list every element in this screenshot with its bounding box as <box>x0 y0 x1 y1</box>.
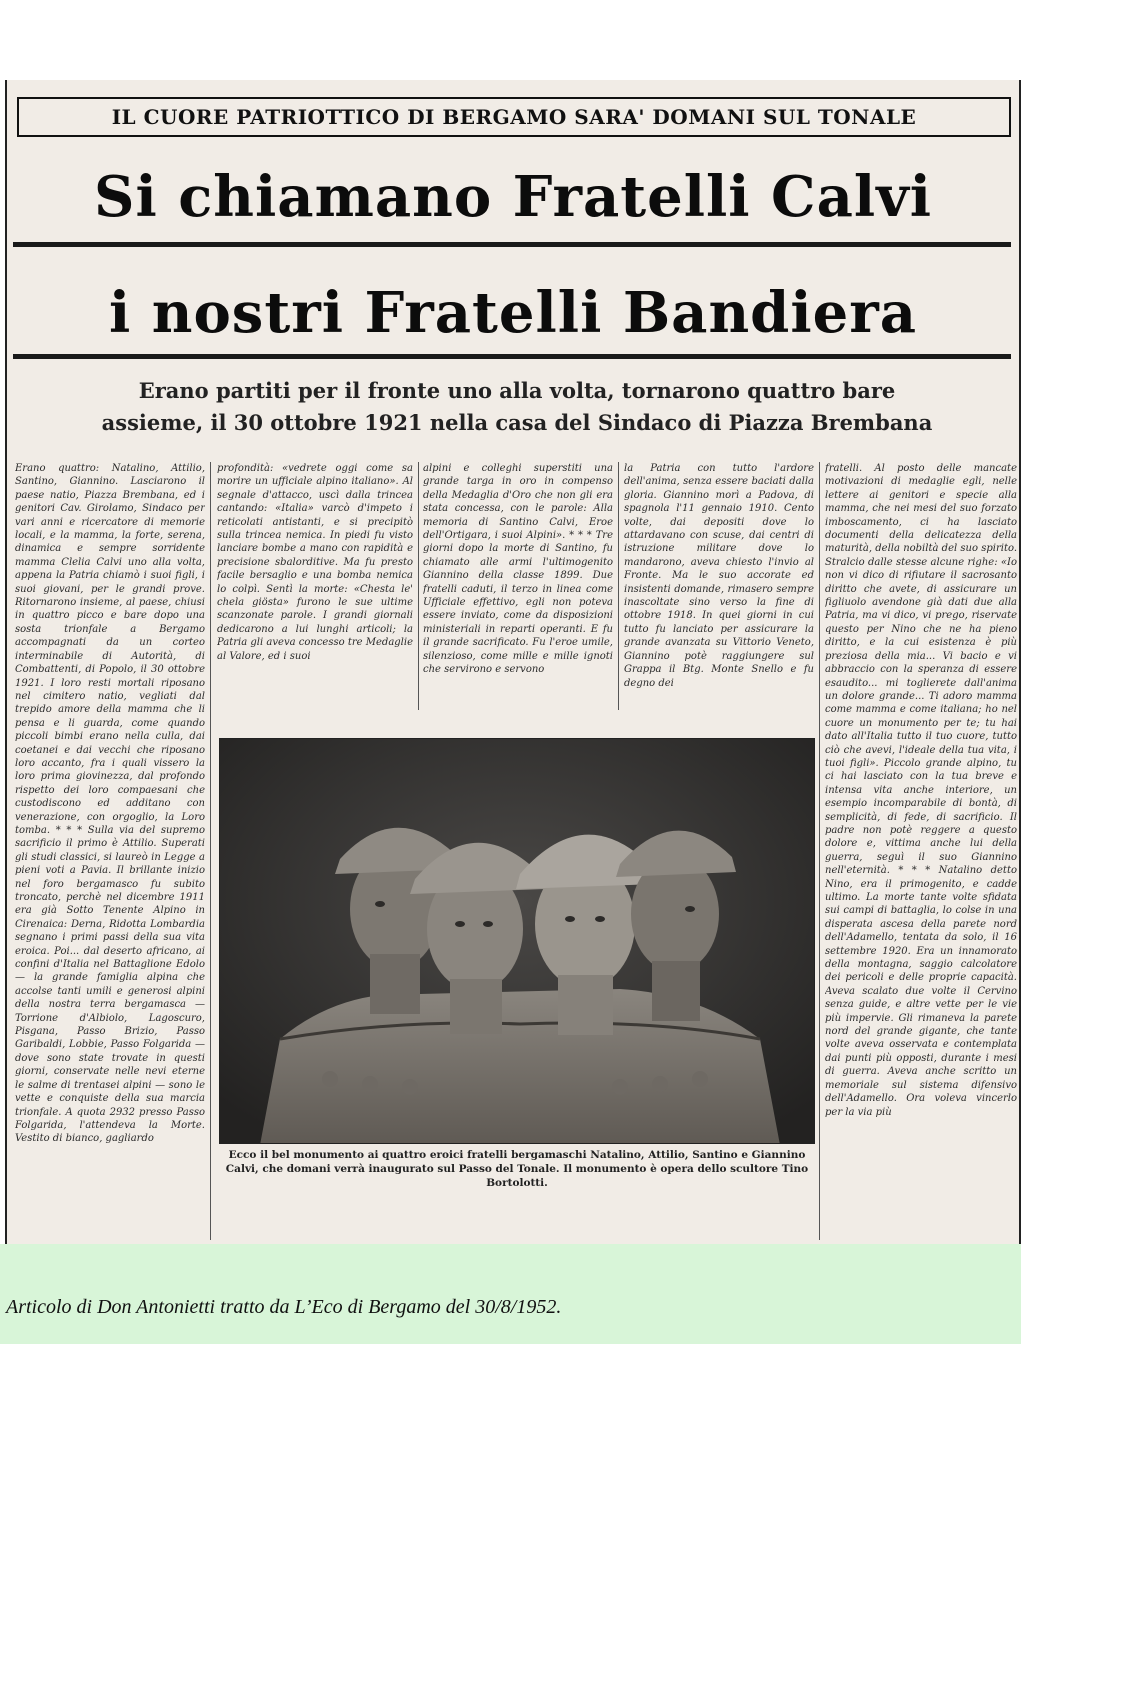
column-5-text: fratelli. Al posto delle mancate motivazioni di medaglie egli, nelle lettere ai genitori e specie alla mamma, che nei mesi del suo forzato imboscamento, ci ha lasciato documenti della delicatezza della maturità, della nobiltà del suo spirito. Stralcio dalle stesse alcune righe: «Io non vi dico di rifiutare il sacrosanto diritto che avete, di assicurare un figliuolo avendone già dati due alla Patria, ma vi dico, vi prego, riservate questo per Nino che ne ha pieno diritto, e la cui esistenza è più preziosa della mia... Vi bacio e vi abbraccio con la speranza di essere esaudito... mi toglierete dall'anima un dolore grande... Ti adoro mamma come mamma e come italiana; ho nel cuore un monumento per te; tu hai dato all'Italia tutto il tuo cuore, tutto ciò che avevi, l'ideale della tua vita, i tuoi figli». Piccolo grande alpino, tu ci hai lasciato con la tua breve e intensa vita anche interiore, un esempio incomparabile di bontà, di semplicità, di fede, di sacrificio. Il padre non potè reggere a questo dolore e, vittima anche lui della guerra, seguì il suo Giannino nell'eternità. * * * Natalino detto Nino, era il primogenito, e cadde ultimo. La morte tante volte sfidata sui campi di battaglia, lo colse in una disperata ascesa della parete nord dell'Adamello, tentata da solo, il 16 settembre 1920. Era un innamorato della montagna, saggio calcolatore dei pericoli e delle proprie capacità. Aveva scalato due volte il Cervino senza guide, e altre vette per le vie più impervie. Gli rimaneva la parete nord del grande gigante, che tante volte aveva osservata e contemplata dai punti più opposti, durante i mesi di guerra. Aveva anche scritto un memoriale sul sistema difensivo dell'Adamello. Ora voleva vincerlo per la via più <box>825 463 1017 1118</box>
kicker-headline: IL CUORE PATRIOTTICO DI BERGAMO SARA' DOMANI SUL TONALE <box>17 97 1011 137</box>
article-column-5 <box>825 462 1017 1240</box>
column-divider <box>210 462 211 1240</box>
column-3-text: alpini e colleghi superstiti una grande targa in oro in compenso della Medaglia d'Oro che non gli era stata concessa, con le parole: Alla memoria di Santino Calvi, Eroe dell'Ortigara, i suoi Alpini». * * * Tre giorni dopo la morte di Santino, fu chiamato alle armi l'ultimogenito Giannino della classe 1899. Due fratelli caduti, il terzo in linea come Ufficiale effettivo, egli non poteva essere inviato, come da disposizioni ministeriali in reparti operanti. E fu il grande sacrificato. Fu l'eroe umile, silenzioso, come mille e mille ignoti che servirono e servono <box>423 463 613 676</box>
column-divider <box>819 462 820 1240</box>
headline-rule-2 <box>13 354 1011 359</box>
column-1-text: Erano quattro: Natalino, Attilio, Santino, Giannino. Lasciarono il paese natio, Piazza Brembana, ed i genitori Cav. Girolamo, Sindaco per vari anni e ricercatore di memorie locali, e la mamma, la forte, serena, dinamica e sempre sorridente mamma Clelia Calvi uno alla volta, appena la Patria chiamò i suoi figli, i suoi giovani, per le grandi prove. Ritornarono insieme, al paese, chiusi in quattro picco e bare dopo una sosta trionfale a Bergamo accompagnati da un corteo interminabile di Autorità, di Combattenti, di Popolo, il 30 ottobre 1921. I loro resti mortali riposano nel cimitero natio, vegliati dal trepido amore della mamma che li pensa e li guarda, come quando piccoli bimbi erano nella culla, dai coetanei e dai vecchi che riposano loro accanto, fra i quali vissero la loro prima giovinezza, dal profondo rispetto dei loro compaesani che custodiscono ed additano con venerazione, con orgoglio, la Loro tomba. * * * Sulla via del supremo sacrificio il primo è Attilio. Superati gli studi classici, si laureò in Legge a pieni voti a Pavia. Il brillante inizio nel foro bergamasco fu subito troncato, perchè nel dicembre 1911 era già Sotto Tenente Alpino in Cirenaica: Derna, Ridotta Lombardia segnano i primi passi della sua vita eroica. Poi... dal deserto africano, ai confini d'Italia nel Battaglione Edolo — la grande famiglia alpina che accolse tanti umili e generosi alpini della nostra terra bergamasca — Torrione d'Albiolo, Lagoscuro, Pisgana, Passo Brizio, Passo Garibaldi, Lobbie, Passo Folgarida — dove sono state trovate in questi giorni, conservate nelle nevi eterne le salme di trentasei alpini — sono le vette e conquiste della sua marcia trionfale. A quota 2932 presso Passo Folgarida, l'attendeva la Morte. Vestito di bianco, gagliardo <box>15 463 205 1145</box>
monument-sculpture-image <box>220 739 815 1144</box>
deck-line-1: Erano partiti per il fronte uno alla volta, tornarono quattro bare <box>138 378 896 403</box>
source-credit: Articolo di Don Antonietti tratto da L’Eco di Bergamo del 30/8/1952. <box>6 1296 562 1318</box>
column-4-text: la Patria con tutto l'ardore dell'anima, senza essere baciati dalla gloria. Giannino morì a Padova, di spagnola l'11 gennaio 1910. Cento volte, dai depositi dove lo attardavano con scuse, dai centri di istruzione militare dove lo mandarono, aveva chiesto l'invio al Fronte. Ma le suo accorate ed insistenti domande, rimasero sempre inascoltate sino verso la fine di ottobre 1918. In quei giorni in cui tutto fu lanciato per assicurare la grande avanzata su Vittorio Veneto, Giannino potè raggiungere sul Grappa il Btg. Monte Snello e fu degno dei <box>624 463 814 689</box>
monument-photo <box>219 738 815 1144</box>
deck-line-2: assieme, il 30 ottobre 1921 nella casa del Sindaco di Piazza Brembana <box>101 410 933 435</box>
headline-rule-1 <box>13 242 1011 247</box>
headline-line-2: i nostri Fratelli Bandiera <box>108 280 918 346</box>
credit-band <box>0 1244 1021 1344</box>
article-column-4 <box>624 462 814 710</box>
column-divider <box>418 462 419 710</box>
column-divider <box>618 462 619 710</box>
article-column-2 <box>217 462 413 710</box>
column-2-text: profondità: «vedrete oggi come sa morire un ufficiale alpino italiano». Al segnale d'attacco, uscì dalla trincea cantando: «Italia» varcò d'impeto i reticolati antistanti, e si precipitò sulla trincea nemica. In piedi fu visto lanciare bombe a mano con rapidità e precisione sbalorditive. Ma fu presto facile bersaglio e una bomba nemica lo colpì. Sentì la morte: «Chesta le' chela giösta» furono le sue ultime scanzonate parole. I grandi giornali dedicarono a lui lunghi articoli; la Patria gli aveva concesso tre Medaglie al Valore, ed i suoi <box>217 463 413 662</box>
article-column-3 <box>423 462 613 710</box>
article-column-1 <box>15 462 205 1240</box>
photo-caption: Ecco il bel monumento ai quattro eroici fratelli bergamaschi Natalino, Attilio, Santino e Giannino Calvi, che domani verrà inaugurato sul Passo del Tonale. Il monumento è opera dello scultore Tino Bortolotti. <box>225 1149 809 1189</box>
headline-line-1: Si chiamano Fratelli Calvi <box>94 164 932 230</box>
newspaper-clipping <box>5 80 1021 1244</box>
